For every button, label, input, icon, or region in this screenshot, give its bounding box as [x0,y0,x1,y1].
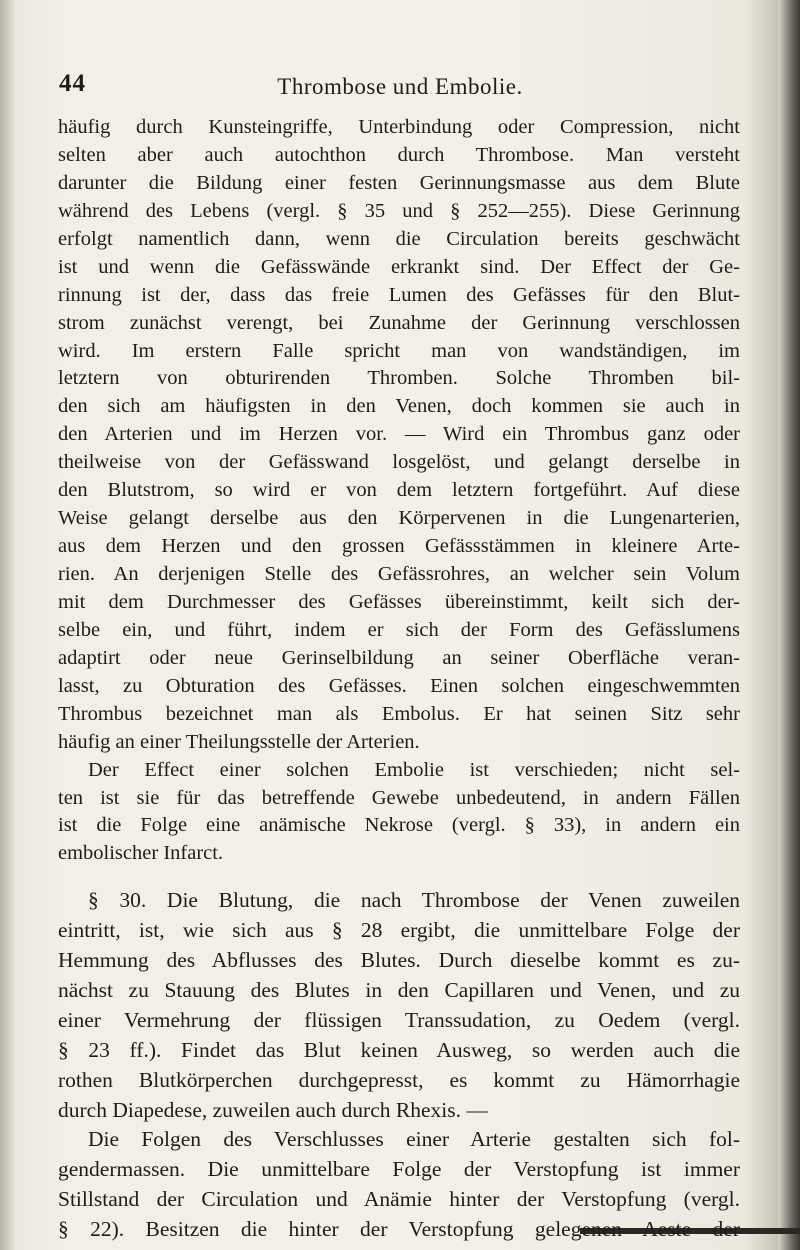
paragraph [58,1125,740,1245]
text-line: häufig an einer Theilungsstelle der Arterien. [58,730,420,753]
text-line: Stillstand der Circulation und Anämie hinter der Verstopfung (vergl. [58,1187,740,1212]
text-line: ten ist sie für das betreffende Gewebe unbedeutend, in andern Fällen [58,786,740,809]
text-line: gendermassen. Die unmittelbare Folge der Verstopfung ist immer [58,1157,740,1182]
text-line: Weise gelangt derselbe aus den Körpervenen in die Lungenarterien, [58,507,740,530]
text-line: wird. Im erstern Falle spricht man von wandständigen, im [58,339,740,362]
text-line: strom zunächst verengt, bei Zunahme der Gerinnung verschlossen [58,311,740,334]
text-line: § 23 ff.). Findet das Blut keinen Ausweg, so werden auch die [58,1037,740,1062]
text-line: den Arterien und im Herzen vor. — Wird ein Thrombus ganz oder [58,423,740,446]
text-line: nächst zu Stauung des Blutes in den Capillaren und Venen, und zu [58,977,740,1002]
text-line: durch Diapedese, zuweilen auch durch Rhexis. — [58,1097,488,1122]
text-line: mit dem Durchmesser des Gefässes übereinstimmt, keilt sich der- [58,590,740,613]
text-line: während des Lebens (vergl. § 35 und § 252—255). Diese Gerinnung [58,199,740,222]
text-line: § 22). Besitzen die hinter der Verstopfung gelegenen Aeste der [58,1217,740,1242]
text-line: Der Effect einer solchen Embolie ist verschieden; nicht sel- [88,758,740,781]
paragraph [58,757,740,869]
paragraph-gap [58,868,740,886]
text-line: rothen Blutkörperchen durchgepresst, es kommt zu Hämorrhagie [58,1067,740,1092]
page-left-edge [0,0,14,1250]
text-line: letztern von obturirenden Thromben. Solche Thromben bil- [58,367,740,390]
text-line: einer Vermehrung der flüssigen Transsudation, zu Oedem (vergl. [58,1007,740,1032]
paragraph [58,114,740,757]
text-line: selbe ein, und führt, indem er sich der Form des Gefässlumens [58,618,740,641]
text-line: adaptirt oder neue Gerinselbildung an seiner Oberfläche veran- [58,646,740,669]
text-line: häufig durch Kunsteingriffe, Unterbindung oder Compression, nicht [58,116,740,138]
text-line: selten aber auch autochthon durch Thrombose. Man versteht [58,143,740,166]
text-line: ist und wenn die Gefässwände erkrankt sind. Der Effect der Ge- [58,255,740,278]
text-line: rinnung ist der, dass das freie Lumen des Gefässes für den Blut- [58,283,740,306]
text-line: Die Folgen des Verschlusses einer Arterie gestalten sich fol- [88,1127,740,1152]
text-line: Thrombus bezeichnet man als Embolus. Er hat seinen Sitz sehr [58,702,740,725]
text-line: theilweise von der Gefässwand losgelöst, und gelangt derselbe in [58,451,740,474]
text-line: erfolgt namentlich dann, wenn die Circulation bereits geschwächt [58,227,740,250]
text-line: eintritt, ist, wie sich aus § 28 ergibt, die unmittelbare Folge der [58,918,740,943]
paragraph [58,886,740,1125]
text-line: embolischer Infarct. [58,842,224,865]
page-number: 44 [59,70,86,97]
text-line: Hemmung des Abflusses des Blutes. Durch dieselbe kommt es zu- [58,948,740,973]
page-header [0,70,800,104]
text-line: ist die Folge eine anämische Nekrose (vergl. § 33), in andern ein [58,814,740,837]
text-line: den Blutstrom, so wird er von dem letztern fortgeführt. Auf diese [58,479,740,502]
text-line: darunter die Bildung einer festen Gerinnungsmasse aus dem Blute [58,171,740,194]
body-text [58,114,740,1245]
running-title: Thrombose und Embolie. [277,74,523,99]
text-line: lasst, zu Obturation des Gefässes. Einen solchen eingeschwemmten [58,674,740,697]
text-line: aus dem Herzen und den grossen Gefässstämmen in kleinere Arte- [58,535,740,558]
text-line: den sich am häufigsten in den Venen, doch kommen sie auch in [58,395,740,418]
page-right-edge-shadow [778,0,800,1250]
text-line: § 30. Die Blutung, die nach Thrombose der Venen zuweilen [88,888,740,913]
text-line: rien. An derjenigen Stelle des Gefässrohres, an welcher sein Volum [58,563,740,585]
